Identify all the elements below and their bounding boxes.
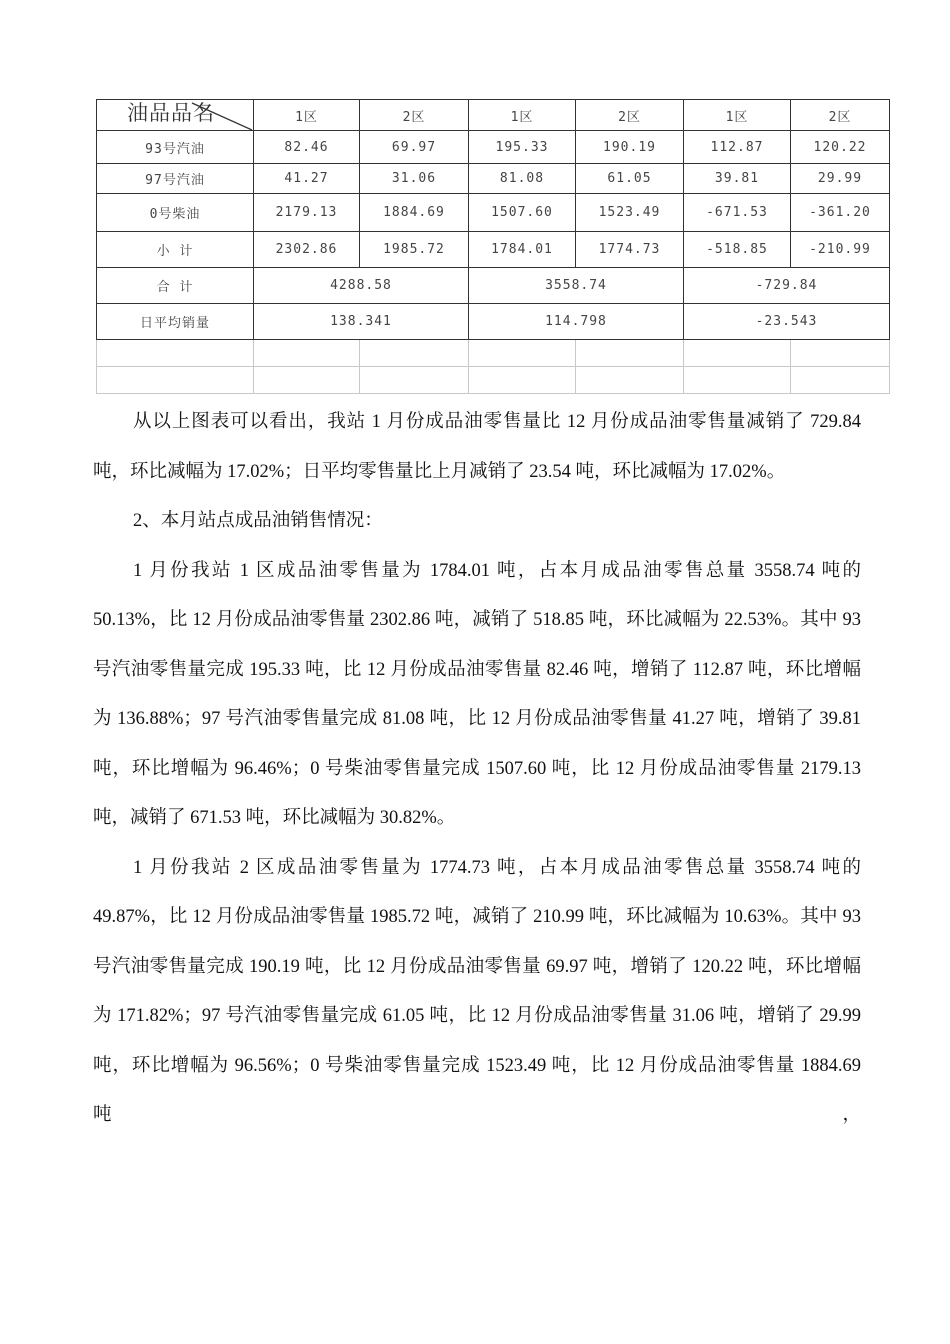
table-row — [97, 131, 890, 164]
row-label: 97号汽油 — [97, 164, 254, 194]
table-cell: 2302.86 — [254, 232, 360, 268]
table-cell: 41.27 — [254, 164, 360, 194]
sales-table — [96, 99, 890, 394]
empty-cell — [97, 340, 254, 367]
table-cell: 1774.73 — [576, 232, 684, 268]
table-cell: 2179.13 — [254, 194, 360, 232]
table-cell: 1985.72 — [360, 232, 469, 268]
paragraph-summary: 从以上图表可以看出，我站 1 月份成品油零售量比 12 月份成品油零售量减销了 729.84 吨，环比减幅为 17.02%；日平均零售量比上月减销了 23.54 吨，环比减幅为 17.02%。 — [93, 412, 861, 482]
row-label: 合 计 — [97, 268, 254, 304]
row-label: 小 计 — [97, 232, 254, 268]
empty-row — [97, 340, 890, 367]
table-cell: 3558.74 — [469, 268, 684, 304]
table-cell: 39.81 — [684, 164, 791, 194]
row-label: 93号汽油 — [97, 131, 254, 164]
table-cell: 1784.01 — [469, 232, 576, 268]
row-label: 0号柴油 — [97, 194, 254, 232]
zone-header: 2区 — [791, 100, 890, 131]
table-cell: 112.87 — [684, 131, 791, 164]
zone-header: 1区 — [254, 100, 360, 131]
paragraph-zone-2: 1 月份我站 2 区成品油零售量为 1774.73 吨，占本月成品油零售总量 3558.74 吨的 49.87%，比 12 月份成品油零售量 1985.72 吨，减销了 210.99 吨，环比减幅为 10.63%。其中 93 号汽油零售量完成 190.19 吨，比 12 月份成品油零售量 69.97 吨，增销了 120.22 吨，环比增幅为 171.82%；97 号汽油零售量完成 61.05 吨，比 12 月份成品油零售量 31.06 吨，增销了 29.99 吨，环比增幅为 96.56%；0 号柴油零售量完成 1523.49 吨，比 12 月份成品油零售量 1884.69 吨， — [93, 857, 861, 1125]
table-cell: 81.08 — [469, 164, 576, 194]
corner-header-cell — [97, 100, 254, 131]
zone-header: 2区 — [576, 100, 684, 131]
table-cell: 4288.58 — [254, 268, 469, 304]
empty-cell — [97, 367, 254, 394]
table-cell: -518.85 — [684, 232, 791, 268]
table-cell: 1507.60 — [469, 194, 576, 232]
table-cell: 114.798 — [469, 304, 684, 340]
row-label: 日平均销量 — [97, 304, 254, 340]
zone-header: 1区 — [684, 100, 791, 131]
table-cell: 31.06 — [360, 164, 469, 194]
empty-cell — [469, 340, 576, 367]
table-cell: -210.99 — [791, 232, 890, 268]
section-heading: 2、本月站点成品油销售情况： — [133, 511, 383, 531]
empty-cell — [576, 367, 684, 394]
table-cell: -729.84 — [684, 268, 890, 304]
empty-cell — [684, 367, 791, 394]
table-cell: -671.53 — [684, 194, 791, 232]
empty-cell — [360, 340, 469, 367]
daily-average-row — [97, 304, 890, 340]
table-cell: 195.33 — [469, 131, 576, 164]
table-cell: 1884.69 — [360, 194, 469, 232]
empty-row — [97, 367, 890, 394]
zone-header: 2区 — [360, 100, 469, 131]
table-cell: 69.97 — [360, 131, 469, 164]
table-cell: 1523.49 — [576, 194, 684, 232]
empty-cell — [791, 340, 890, 367]
table-cell: 82.46 — [254, 131, 360, 164]
table-row — [97, 164, 890, 194]
empty-cell — [791, 367, 890, 394]
empty-cell — [254, 340, 360, 367]
table-cell: 29.99 — [791, 164, 890, 194]
total-row — [97, 268, 890, 304]
empty-cell — [469, 367, 576, 394]
table-row — [97, 194, 890, 232]
empty-cell — [684, 340, 791, 367]
table-cell: 138.341 — [254, 304, 469, 340]
empty-cell — [360, 367, 469, 394]
table-cell: 120.22 — [791, 131, 890, 164]
zone-header: 1区 — [469, 100, 576, 131]
table-header-row — [97, 100, 890, 131]
table-cell: -23.543 — [684, 304, 890, 340]
paragraph-zone-1: 1 月份我站 1 区成品油零售量为 1784.01 吨，占本月成品油零售总量 3558.74 吨的 50.13%，比 12 月份成品油零售量 2302.86 吨，减销了 518.85 吨，环比减幅为 22.53%。其中 93 号汽油零售量完成 195.33 吨，比 12 月份成品油零售量 82.46 吨，增销了 112.87 吨，环比增幅为 136.88%；97 号汽油零售量完成 81.08 吨，比 12 月份成品油零售量 41.27 吨，增销了 39.81 吨，环比增幅为 96.46%；0 号柴油零售量完成 1507.60 吨，比 12 月份成品油零售量 2179.13 吨，减销了 671.53 吨，环比减幅为 30.82%。 — [93, 560, 861, 828]
table-cell: 190.19 — [576, 131, 684, 164]
body-text — [93, 398, 861, 1141]
sales-table-container — [96, 99, 889, 394]
empty-cell — [254, 367, 360, 394]
table-cell: -361.20 — [791, 194, 890, 232]
corner-label: 油品品名 — [127, 101, 215, 125]
table-cell: 61.05 — [576, 164, 684, 194]
empty-cell — [576, 340, 684, 367]
table-row — [97, 232, 890, 268]
